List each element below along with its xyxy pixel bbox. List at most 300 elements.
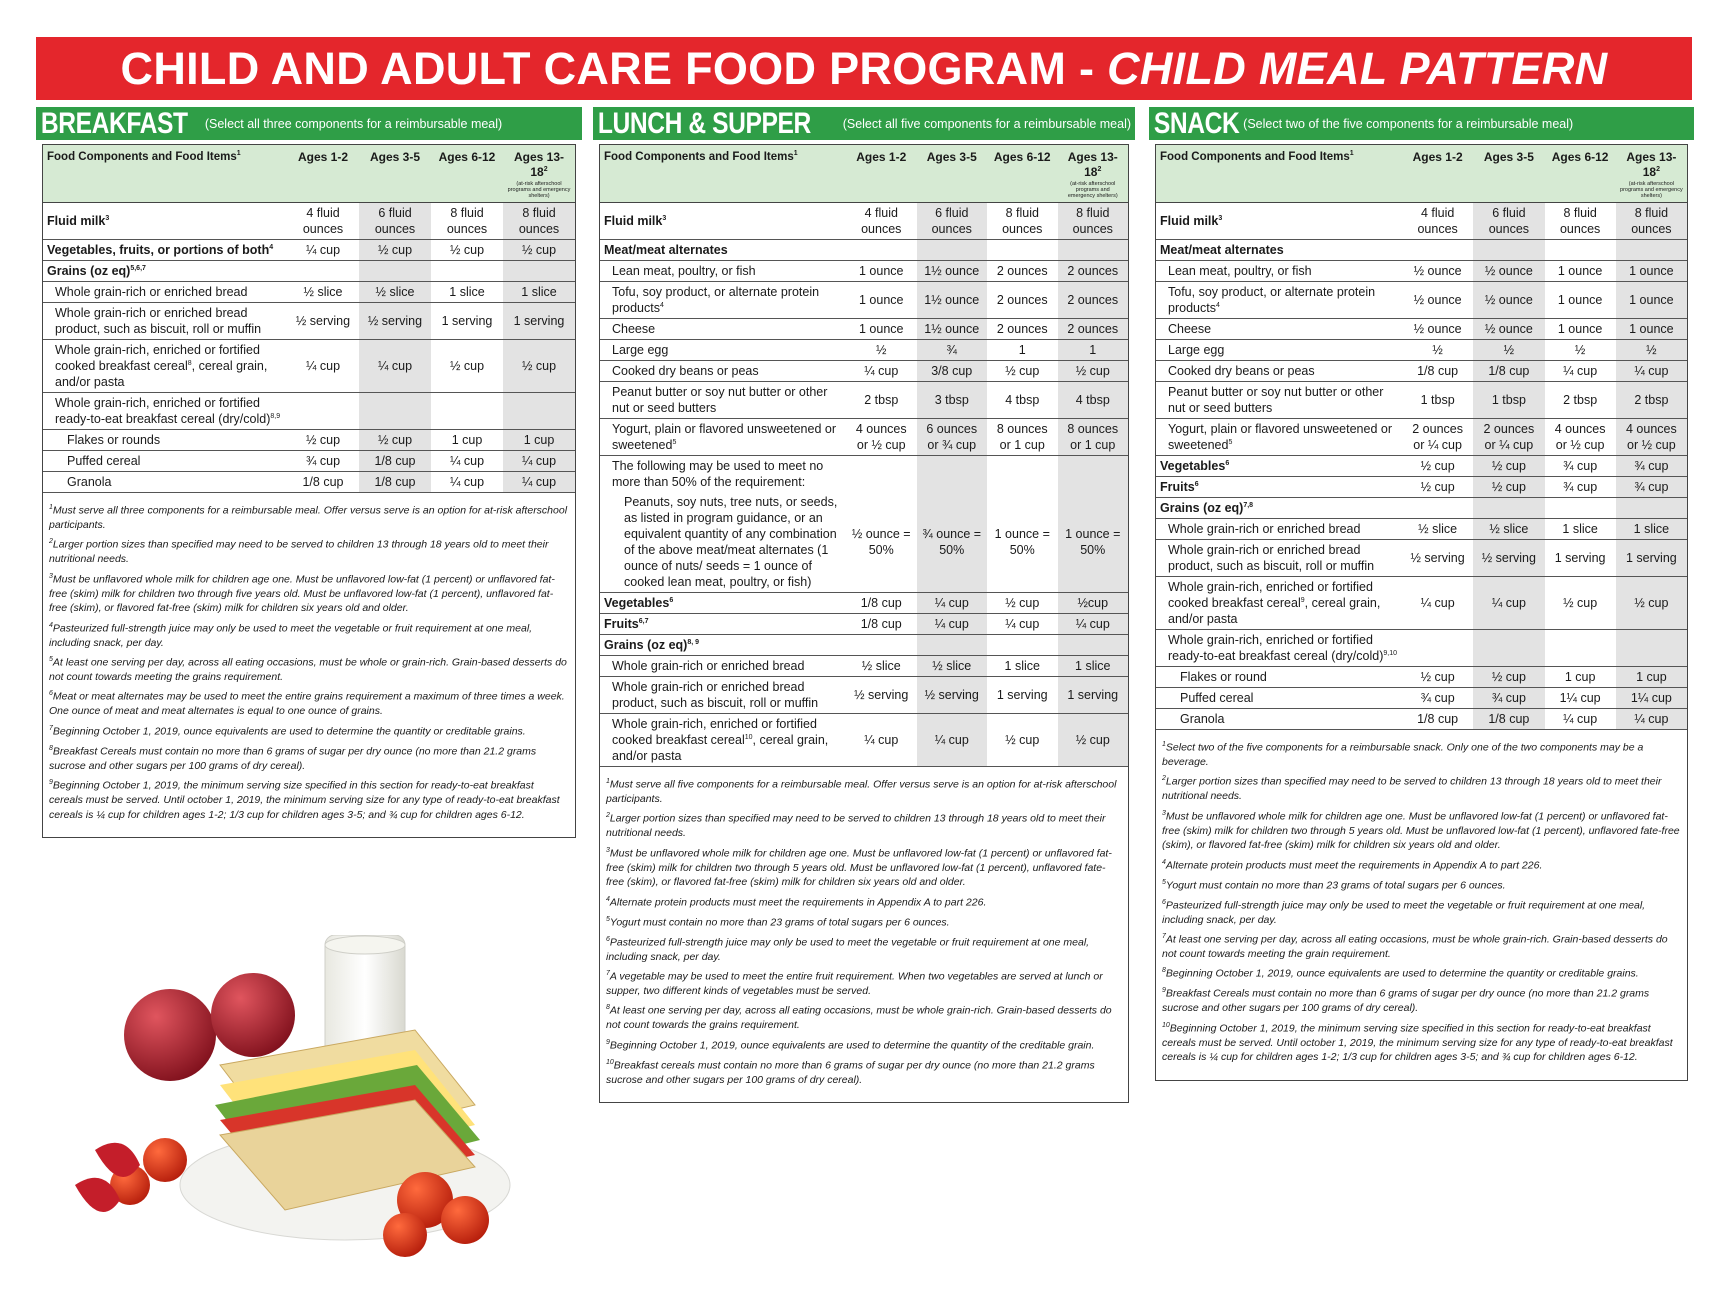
item-text: Grains (oz eq) (47, 263, 131, 278)
serving-amount: ½ serving (1473, 539, 1544, 576)
table-row (600, 360, 1128, 381)
serving-amount: 1 ounce = 50% (1058, 492, 1129, 593)
table-row (600, 634, 1128, 655)
footnote-ref: 4 (659, 301, 664, 309)
serving-amount: 1 serving (987, 676, 1058, 713)
food-item-label (1156, 687, 1402, 708)
item-text: Fluid milk (1160, 213, 1219, 228)
footnote (606, 846, 1122, 890)
serving-amount: 1 slice (1616, 518, 1687, 539)
serving-amount: 2 ounces (987, 318, 1058, 339)
footnote-ref: 2 (1097, 166, 1102, 174)
footnotes (600, 767, 1128, 1103)
table-row (1156, 576, 1687, 629)
footnote-ref: 8, 9 (687, 638, 700, 646)
footnote (606, 895, 1122, 910)
table-row (1156, 687, 1687, 708)
food-item-label (600, 655, 846, 676)
item-text: Yogurt, plain or flavored unsweetened or sweetened (1168, 421, 1392, 452)
food-item-label (600, 339, 846, 360)
item-text: Whole grain-rich or enriched bread (1168, 521, 1361, 536)
food-item-label (1156, 518, 1402, 539)
serving-amount: ½ slice (287, 281, 359, 302)
table-row (1156, 239, 1687, 260)
food-item-label (600, 360, 846, 381)
serving-amount: 3 tbsp (917, 381, 988, 418)
item-text: Lean meat, poultry, or fish (612, 263, 756, 278)
footnote-number: 10 (606, 1058, 614, 1066)
footnote-number: 4 (49, 621, 53, 629)
serving-amount: ¾ cup (1545, 476, 1616, 497)
serving-amount: 8 fluid ounces (987, 202, 1058, 239)
serving-amount: ½ (1616, 339, 1687, 360)
column-header-age (917, 145, 988, 202)
serving-amount: ½ cup (1616, 576, 1687, 629)
item-text: Vegetables, fruits, or portions of both (47, 242, 270, 257)
age-label: Ages 3-5 (369, 150, 421, 164)
footnote (1162, 858, 1681, 873)
footnote-text: Larger portion sizes than specified may need to be served to children 13 through 18 years old to meet their nutritional needs. (606, 812, 1106, 840)
item-text: Grains (oz eq) (604, 637, 688, 652)
item-text: , cereal grain, and/or pasta (612, 732, 829, 763)
serving-amount: 1 ounce (1616, 318, 1687, 339)
table-row (600, 339, 1128, 360)
serving-amount: 1½ ounce (917, 318, 988, 339)
table-row (43, 239, 575, 260)
serving-amount (846, 634, 917, 655)
column-header-age (287, 145, 359, 202)
serving-amount: ½ ounce = 50% (846, 492, 917, 593)
age-label: Ages 1-2 (856, 150, 907, 164)
serving-amount: ¼ cup (917, 713, 988, 766)
footnote-text: At least one serving per day, across all eating occasions, must be whole grain-rich. Grain-based desserts do not count towards meeting the grain requirement. (1162, 933, 1668, 960)
serving-amount: 1 cup (1545, 666, 1616, 687)
age-label: Ages 1-2 (1412, 150, 1463, 164)
serving-amount: ½ cup (1545, 576, 1616, 629)
serving-amount: ½ ounce (1402, 281, 1473, 318)
table-row (43, 339, 575, 392)
age-note: (at-risk afterschool programs and emergency shelters) (507, 180, 571, 200)
serving-amount: ¾ cup (1473, 687, 1544, 708)
footnote (49, 724, 569, 739)
item-text: Cheese (1168, 321, 1212, 336)
serving-amount: ½ slice (1473, 518, 1544, 539)
column-header-age (1058, 145, 1129, 202)
table-row (1156, 497, 1687, 518)
table-row (600, 676, 1128, 713)
breakfast-panel (36, 107, 582, 838)
serving-amount: ¼ cup (431, 450, 503, 471)
table-row (1156, 629, 1687, 666)
serving-amount (1473, 239, 1544, 260)
table-row (1156, 476, 1687, 497)
table-body (43, 202, 575, 492)
footnote-number: 2 (606, 812, 610, 820)
serving-amount: 1 slice (431, 281, 503, 302)
footnote-ref: 4 (1215, 301, 1220, 309)
serving-amount: ¼ cup (987, 613, 1058, 634)
serving-amount: 1 ounce (1545, 281, 1616, 318)
food-item-label (600, 381, 846, 418)
serving-amount: 1 serving (1545, 539, 1616, 576)
food-item-label (43, 471, 287, 492)
serving-amount: 4 fluid ounces (846, 202, 917, 239)
serving-amount (846, 239, 917, 260)
footnote-ref: 6 (1225, 459, 1230, 467)
serving-amount: 8 fluid ounces (1545, 202, 1616, 239)
item-text: Whole grain-rich or enriched bread product, such as biscuit, roll or muffin (55, 305, 262, 336)
item-text: Whole grain-rich, enriched or fortified cooked breakfast cereal (1168, 579, 1373, 610)
footnotes (43, 493, 575, 838)
footnote (606, 915, 1122, 930)
item-text: Whole grain-rich or enriched bread product, such as biscuit, roll or muffin (612, 679, 819, 710)
food-item-label (1156, 239, 1402, 260)
item-text: Cooked dry beans or peas (1168, 363, 1315, 378)
serving-amount: ½ ounce (1402, 260, 1473, 281)
footnote-number: 6 (606, 935, 610, 943)
column-header-age (359, 145, 431, 202)
item-text: Granola (1180, 711, 1225, 726)
footnote-text: Breakfast cereals must contain no more than 6 grams of sugar per dry ounce (no more than 21.2 grams sucrose and other sugars per 100 grams of dry cereal). (606, 1059, 1095, 1086)
serving-amount: ½ cup (1402, 455, 1473, 476)
serving-amount: 8 fluid ounces (503, 202, 575, 239)
footnote (1162, 966, 1681, 981)
table-row (600, 655, 1128, 676)
item-text: Flakes or rounds (67, 432, 161, 447)
serving-amount: 4 ounces or ½ cup (1616, 418, 1687, 455)
section-note: (Select all five components for a reimbursable meal) (842, 116, 1132, 131)
footnote-ref: 8,9 (270, 412, 281, 420)
footnote-number: 2 (49, 538, 53, 546)
serving-amount: ½ cup (359, 429, 431, 450)
age-label: Ages 1-2 (297, 150, 349, 164)
food-item-label (1156, 318, 1402, 339)
table-row (1156, 339, 1687, 360)
serving-amount: ½ slice (1402, 518, 1473, 539)
footnote-number: 6 (49, 690, 53, 698)
footnote-text: Larger portion sizes than specified may need to be served to children 13 through 18 years old to meet their nutritional needs. (49, 538, 549, 566)
food-item-label (43, 260, 287, 281)
serving-amount: ½ cup (431, 239, 503, 260)
footnote-text: Alternate protein products must meet the requirements in Appendix A to part 226. (1165, 859, 1543, 872)
table-row (600, 202, 1128, 239)
serving-amount: ¾ cup (1616, 476, 1687, 497)
table-row (43, 450, 575, 471)
footnote-ref: 6 (669, 596, 674, 604)
footnote-number: 3 (49, 572, 53, 580)
serving-amount: 4 fluid ounces (1402, 202, 1473, 239)
table-header (43, 145, 575, 202)
age-label: Ages 13-18 (513, 150, 565, 180)
column-header-age (1545, 145, 1616, 202)
serving-amount: ½ serving (287, 302, 359, 339)
serving-amount (1058, 634, 1129, 655)
footnote (49, 689, 569, 718)
serving-amount: 1/8 cup (1402, 360, 1473, 381)
table-row (600, 613, 1128, 634)
table-row (600, 318, 1128, 339)
serving-amount: 1 ounce (1616, 260, 1687, 281)
footnote-ref: 1 (236, 150, 241, 158)
serving-amount: 1/8 cup (846, 613, 917, 634)
snack-panel (1149, 107, 1694, 1081)
serving-amount: 1 serving (1058, 676, 1129, 713)
serving-amount: ½ (846, 339, 917, 360)
snack-table-box (1155, 144, 1688, 1081)
footnote (606, 1038, 1122, 1053)
age-label: Ages 3-5 (1483, 150, 1534, 164)
food-item-label (43, 450, 287, 471)
column-header-food (600, 145, 846, 202)
footnote-number: 3 (1162, 809, 1166, 817)
serving-amount: ¼ cup (846, 713, 917, 766)
footnote (49, 503, 569, 532)
serving-amount: ½ cup (1473, 476, 1544, 497)
item-text: Vegetables (604, 595, 670, 610)
serving-amount: ½ (1473, 339, 1544, 360)
serving-amount (503, 392, 575, 429)
serving-amount (1473, 629, 1544, 666)
item-text: Flakes or round (1180, 669, 1267, 684)
table-body (1156, 202, 1687, 729)
serving-amount: 2 tbsp (846, 381, 917, 418)
food-item-label (1156, 260, 1402, 281)
footnote (49, 572, 569, 616)
food-item-label (600, 634, 846, 655)
serving-amount: 1¼ cup (1545, 687, 1616, 708)
column-header-food (1156, 145, 1402, 202)
serving-amount: 6 fluid ounces (917, 202, 988, 239)
footnote-number: 1 (49, 503, 53, 511)
lunch-table-box (599, 144, 1129, 1103)
footnote-text: Beginning October 1, 2019, the minimum serving size specified in this section for ready-to-eat breakfast cereals must be served. Until october 1, 2019, the minimum serving size for any type of ready-to-eat breakfast cereals is ¼ cup for children ages 1-2; 1/3 cup for children ages 3-5; and ¾ cup for children ages 6-12. (49, 779, 560, 821)
table-row (1156, 202, 1687, 239)
serving-amount (917, 634, 988, 655)
table-row (1156, 418, 1687, 455)
table-row (600, 455, 1128, 492)
serving-amount: ¾ cup (287, 450, 359, 471)
footnote-ref: 2 (1656, 166, 1660, 174)
serving-amount: 8 ounces or 1 cup (987, 418, 1058, 455)
table-row (600, 281, 1128, 318)
footnote-text: Must be unflavored whole milk for children age one. Must be unflavored low-fat (1 percent) or unflavored fat-free (skim) milk for children two through 5 years old. Must be unflavored low-fat (1 percent), unflavored fate-free (skim), or flavored fat-free (skim) milk for children six years old and older. (606, 847, 1112, 889)
food-item-label (600, 713, 846, 766)
footnote-number: 7 (606, 969, 610, 977)
serving-amount (1402, 629, 1473, 666)
serving-amount (1616, 497, 1687, 518)
column-header-food (43, 145, 287, 202)
footnote-text: Must serve all three components for a reimbursable meal. Offer versus serve is an option for at-risk afterschool participants. (49, 504, 568, 531)
serving-amount (1058, 239, 1129, 260)
serving-amount: 1/8 cup (846, 592, 917, 613)
serving-amount: ½ cup (1058, 713, 1129, 766)
footnote-number: 8 (1162, 967, 1166, 975)
food-item-label (600, 613, 846, 634)
serving-amount (846, 455, 917, 492)
serving-amount: 1/8 cup (1473, 708, 1544, 729)
food-item-label (1156, 576, 1402, 629)
food-item-label (1156, 455, 1402, 476)
section-note: (Select two of the five components for a reimbursable meal) (1243, 116, 1574, 131)
item-text: , cereal grain, and/or pasta (1168, 595, 1381, 626)
serving-amount: 1 ounce = 50% (987, 492, 1058, 593)
serving-amount: 1/8 cup (359, 471, 431, 492)
footnote-ref: 5 (672, 438, 677, 446)
food-item-label (600, 202, 846, 239)
footnote (1162, 809, 1681, 853)
table-row (1156, 518, 1687, 539)
serving-amount: ½ ounce (1473, 281, 1544, 318)
table-row (43, 281, 575, 302)
serving-amount: ¼ cup (917, 613, 988, 634)
footnote (1162, 740, 1681, 769)
table-row (43, 202, 575, 239)
item-text: Puffed cereal (67, 453, 141, 468)
serving-amount (1616, 239, 1687, 260)
footnote-number: 8 (49, 744, 53, 752)
table-row (1156, 360, 1687, 381)
header-label: Food Components and Food Items (1160, 151, 1350, 163)
serving-amount (1545, 239, 1616, 260)
age-note: (at-risk afterschool programs and emergency shelters) (1620, 180, 1683, 200)
serving-amount: ½ serving (1402, 539, 1473, 576)
serving-amount: 1/8 cup (287, 471, 359, 492)
food-item-label (43, 202, 287, 239)
serving-amount: ¼ cup (359, 339, 431, 392)
footnote-text: Pasteurized full-strength juice may only be used to meet the vegetable or fruit requirement at one meal, including snack, per day. (49, 622, 533, 649)
table-row (43, 260, 575, 281)
serving-amount: ½ cup (987, 360, 1058, 381)
item-text: Puffed cereal (1180, 690, 1254, 705)
serving-amount: ½ cup (359, 239, 431, 260)
footnote-text: At least one serving per day, across all eating occasions, must be whole or grain-rich. Grain-based desserts do not count towards meeting the grains requirement. (49, 656, 567, 683)
footnote-number: 9 (49, 779, 53, 787)
footnote-ref: 2 (543, 166, 548, 174)
lunch-supper-panel (593, 107, 1135, 1103)
item-text: Large egg (1168, 342, 1225, 357)
serving-amount: ½ ounce (1473, 260, 1544, 281)
serving-amount: ½ cup (1402, 476, 1473, 497)
footnote-text: Pasteurized full-strength juice may only be used to meet the vegetable or fruit requirement at one meal, including snack, per day. (1162, 899, 1646, 926)
item-text: Peanut butter or soy nut butter or other nut or seed butters (1168, 384, 1384, 415)
item-text: Fruits (1160, 479, 1195, 494)
item-text: Whole grain-rich, enriched or fortified ready-to-eat breakfast cereal (dry/cold) (55, 395, 271, 426)
item-text: Cooked dry beans or peas (612, 363, 759, 378)
lunch-table (600, 145, 1128, 767)
footnote-number: 5 (1162, 878, 1166, 886)
footnote-number: 5 (49, 656, 53, 664)
age-label: Ages 6-12 (1551, 150, 1609, 164)
footnote-number: 4 (606, 895, 610, 903)
food-item-label (1156, 476, 1402, 497)
serving-amount: ½ cup (987, 713, 1058, 766)
footnote (606, 969, 1122, 998)
footnote-ref: 1 (793, 150, 798, 158)
serving-amount: 1/8 cup (1402, 708, 1473, 729)
footnote-text: Beginning October 1, 2019, the minimum serving size specified in this section for ready-to-eat breakfast cereals must be served. Until october 1, 2019, the minimum serving size for any type of ready-to-eat breakfast cereals is ¼ cup for children ages 1-2; 1/3 cup for children ages 3-5; and ¾ cup for children ages 6-12. (1162, 1022, 1673, 1064)
serving-amount: ½ ounce (1473, 318, 1544, 339)
footnote-text: Select two of the five components for a reimbursable snack. Only one of the two components may be a beverage. (1162, 741, 1644, 768)
serving-amount: 2 ounces (1058, 281, 1129, 318)
serving-amount (431, 392, 503, 429)
serving-amount: ½ cup (1473, 455, 1544, 476)
footnote-number: 10 (1162, 1021, 1170, 1029)
serving-amount: 1 tbsp (1402, 381, 1473, 418)
table-row (43, 471, 575, 492)
serving-amount: 1 serving (431, 302, 503, 339)
footnote-ref: 3 (1218, 214, 1223, 222)
section-title: LUNCH & SUPPER (597, 107, 811, 140)
table-header (1156, 145, 1687, 202)
food-item-label (43, 239, 287, 260)
lunch-header (593, 107, 1135, 140)
serving-amount: ½ cup (1402, 666, 1473, 687)
food-item-label (43, 339, 287, 392)
footnote-text: Alternate protein products must meet the requirements in Appendix A to part 226. (609, 896, 987, 909)
footnote (1162, 1021, 1681, 1065)
age-label: Ages 6-12 (438, 150, 496, 164)
item-text: Whole grain-rich, enriched or fortified cooked breakfast cereal (55, 342, 260, 373)
footnote-number: 7 (49, 724, 53, 732)
serving-amount: 1½ ounce (917, 260, 988, 281)
food-item-label (600, 418, 846, 455)
age-label: Ages 6-12 (993, 150, 1051, 164)
footnote (49, 621, 569, 650)
serving-amount: 2 tbsp (1545, 381, 1616, 418)
food-item-label (1156, 497, 1402, 518)
serving-amount (1616, 629, 1687, 666)
breakfast-header (36, 107, 582, 140)
serving-amount: 4 tbsp (1058, 381, 1129, 418)
serving-amount: ½ slice (846, 655, 917, 676)
serving-amount (1402, 239, 1473, 260)
item-text: Cheese (612, 321, 656, 336)
footnote-ref: 7,8 (1243, 501, 1254, 509)
serving-amount: 2 ounces (1058, 260, 1129, 281)
food-item-label (1156, 666, 1402, 687)
serving-amount: 6 fluid ounces (359, 202, 431, 239)
meal-photo-icon (55, 935, 530, 1265)
food-item-label (1156, 360, 1402, 381)
serving-amount (917, 455, 988, 492)
footnote-text: Beginning October 1, 2019, ounce equivalents are used to determine the quantity of the creditable grain. (609, 1039, 1095, 1052)
serving-amount: 1 ounce (846, 281, 917, 318)
table-row (1156, 260, 1687, 281)
footnote-text: Must serve all five components for a reimbursable meal. Offer versus serve is an option for at-risk afterschool participants. (606, 778, 1117, 805)
item-text: Whole grain-rich, enriched or fortified ready-to-eat breakfast cereal (dry/cold) (1168, 632, 1384, 663)
header-row (600, 145, 1128, 202)
food-item-label (1156, 708, 1402, 729)
footnote-ref: 6 (1194, 480, 1199, 488)
serving-amount: ½cup (1058, 592, 1129, 613)
footnote-number: 4 (1162, 858, 1166, 866)
footnote (1162, 774, 1681, 803)
footnote-number: 8 (606, 1004, 610, 1012)
serving-amount: 1½ ounce (917, 281, 988, 318)
item-text: Fruits (604, 616, 639, 631)
serving-amount: ¼ cup (503, 471, 575, 492)
item-text: Meat/meat alternates (604, 242, 728, 257)
footnote-ref: 10 (744, 733, 753, 741)
item-text: Granola (67, 474, 112, 489)
serving-amount: ¼ cup (431, 471, 503, 492)
serving-amount: 1 ounce (1545, 260, 1616, 281)
serving-amount: ½ cup (503, 339, 575, 392)
footnote-text: Yogurt must contain no more than 23 grams of total sugars per 6 ounces. (1165, 879, 1506, 892)
food-item-label (600, 281, 846, 318)
item-text: Tofu, soy product, or alternate protein products (1168, 284, 1376, 315)
serving-amount: 1 tbsp (1473, 381, 1544, 418)
